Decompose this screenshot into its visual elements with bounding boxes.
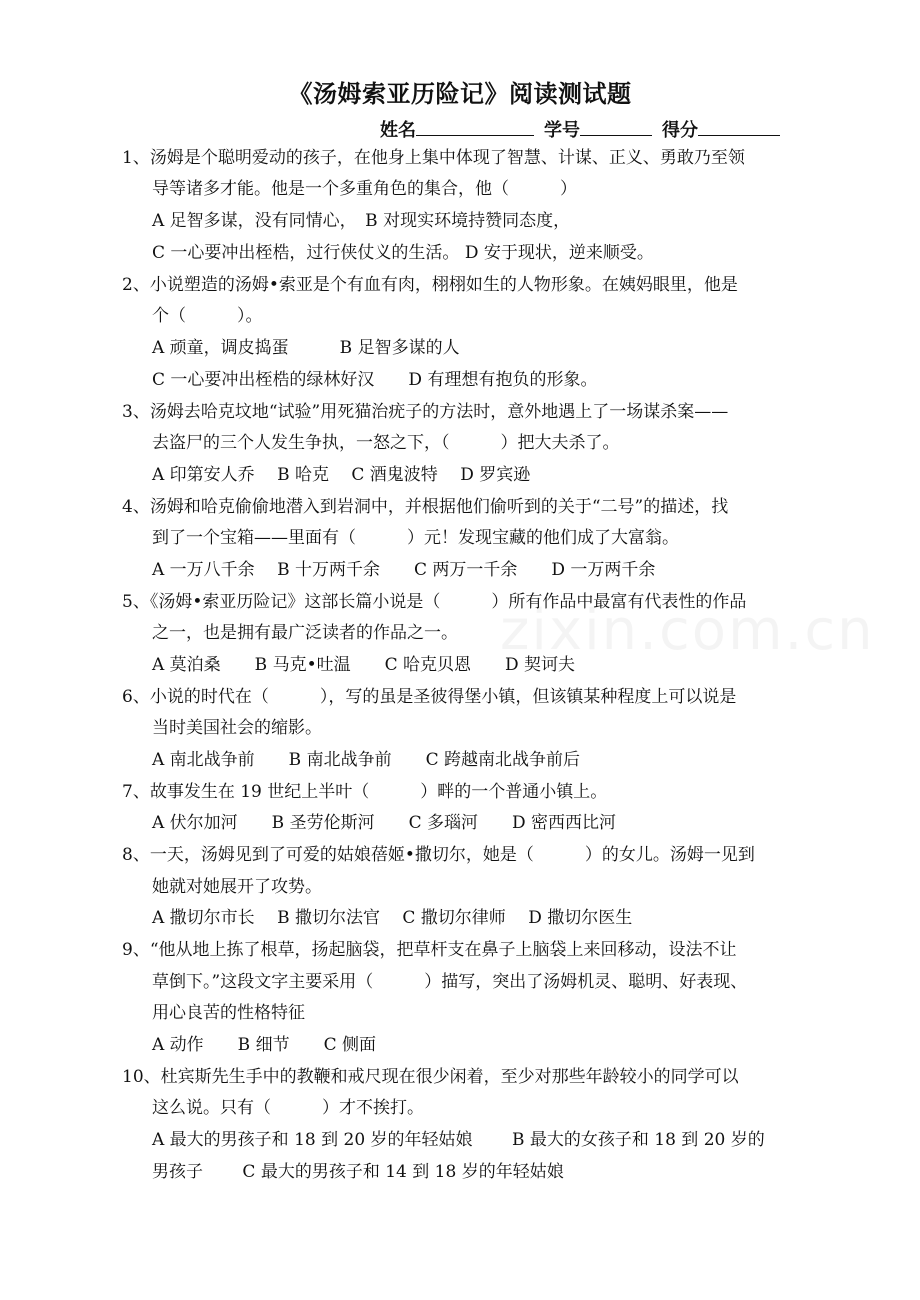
- option-line: C 一心要冲出桎梏，过行侠仗义的生活。 D 安于现状，逆来顺受。: [152, 243, 654, 263]
- question-line: 到了一个宝箱——里面有（ ）元！发现宝藏的他们成了大富翁。: [152, 528, 679, 548]
- option-line: A 印第安人乔 B 哈克 C 酒鬼波特 D 罗宾逊: [152, 465, 531, 485]
- question-line: 她就对她展开了攻势。: [152, 877, 322, 897]
- question-line: 个（ ）。: [152, 306, 263, 326]
- question-line: 6、小说的时代在（ ），写的虽是圣彼得堡小镇，但该镇某种程度上可以说是: [122, 687, 737, 707]
- question-line: 3、汤姆去哈克坟地“试验”用死猫治疣子的方法时，意外地遇上了一场谋杀案——: [122, 402, 729, 422]
- student-id-label: 学号: [544, 120, 580, 141]
- option-line: A 撒切尔市长 B 撒切尔法官 C 撒切尔律师 D 撒切尔医生: [152, 908, 633, 928]
- question-line: 之一，也是拥有最广泛读者的作品之一。: [152, 623, 458, 643]
- question-line: 这么说。只有（ ）才不挨打。: [152, 1098, 424, 1118]
- option-line: A 莫泊桑 B 马克•吐温 C 哈克贝恩 D 契诃夫: [152, 655, 576, 675]
- question-line: 用心良苦的性格特征: [152, 1003, 305, 1023]
- question-line: 9、“他从地上拣了根草，扬起脑袋，把草杆支在鼻子上脑袋上来回移动，设法不让: [122, 940, 737, 960]
- question-line: 8、一天，汤姆见到了可爱的姑娘蓓姬•撒切尔，她是（ ）的女儿。汤姆一见到: [122, 845, 755, 865]
- option-line: A 顽童，调皮捣蛋 B 足智多谋的人: [152, 338, 460, 358]
- option-line: A 伏尔加河 B 圣劳伦斯河 C 多瑙河 D 密西西比河: [152, 813, 617, 833]
- student-info-line: [380, 116, 780, 142]
- question-line: 7、故事发生在 19 世纪上半叶（ ）畔的一个普通小镇上。: [122, 782, 608, 802]
- option-line: A 最大的男孩子和 18 到 20 岁的年轻姑娘 B 最大的女孩子和 18 到 20 岁的: [152, 1130, 765, 1150]
- question-line: 去盗尸的三个人发生争执，一怒之下，（ ）把大夫杀了。: [152, 433, 620, 453]
- option-line: A 足智多谋，没有同情心， B 对现实环境持赞同态度，: [152, 211, 571, 231]
- question-line: 5、《汤姆•索亚历险记》这部长篇小说是（ ）所有作品中最富有代表性的作品: [122, 592, 747, 612]
- question-line: 导等诸多才能。他是一个多重角色的集合，他（ ）: [152, 179, 577, 199]
- score-label: 得分: [662, 120, 698, 141]
- name-label: 姓名: [380, 120, 416, 141]
- name-field[interactable]: [416, 117, 534, 136]
- question-line: 2、小说塑造的汤姆•索亚是个有血有肉，栩栩如生的人物形象。在姨妈眼里，他是: [122, 275, 738, 295]
- question-line: 1、汤姆是个聪明爱动的孩子，在他身上集中体现了智慧、计谋、正义、勇敢乃至领: [122, 148, 745, 168]
- question-line: 当时美国社会的缩影。: [152, 718, 322, 738]
- option-line: A 一万八千余 B 十万两千余 C 两万一千余 D 一万两千余: [152, 560, 656, 580]
- option-line: 男孩子 C 最大的男孩子和 14 到 18 岁的年轻姑娘: [152, 1162, 564, 1182]
- question-line: 草倒下。”这段文字主要采用（ ）描写，突出了汤姆机灵、聪明、好表现、: [152, 972, 748, 992]
- page-title: 《汤姆索亚历险记》阅读测试题: [288, 79, 632, 108]
- option-line: A 动作 B 细节 C 侧面: [152, 1035, 376, 1055]
- option-line: C 一心要冲出桎梏的绿林好汉 D 有理想有抱负的形象。: [152, 370, 598, 390]
- question-line: 10、杜宾斯先生手中的教鞭和戒尺现在很少闲着，至少对那些年龄较小的同学可以: [122, 1067, 739, 1087]
- student-id-field[interactable]: [580, 117, 652, 136]
- question-line: 4、汤姆和哈克偷偷地潜入到岩洞中，并根据他们偷听到的关于“二号”的描述，找: [122, 497, 729, 517]
- option-line: A 南北战争前 B 南北战争前 C 跨越南北战争前后: [152, 750, 580, 770]
- score-field[interactable]: [698, 117, 780, 136]
